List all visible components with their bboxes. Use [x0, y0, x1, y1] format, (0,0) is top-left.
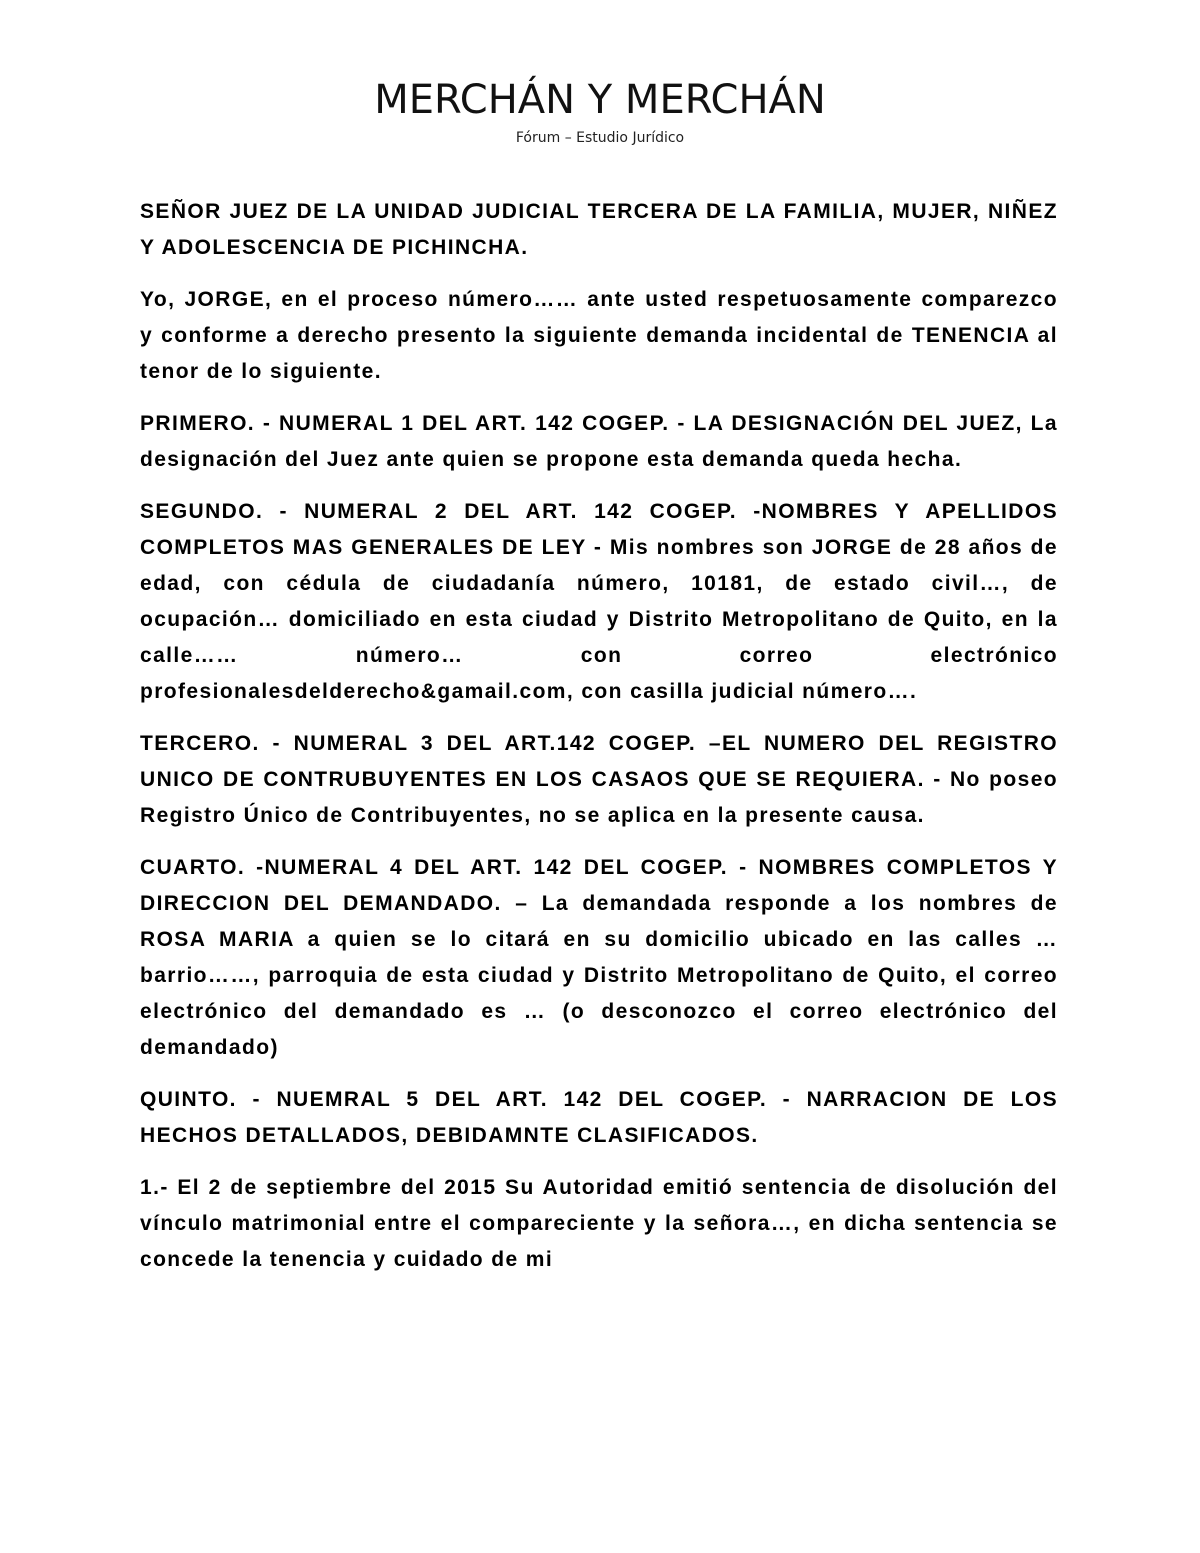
- letterhead-subtitle: Fórum – Estudio Jurídico: [515, 130, 685, 146]
- addressee-paragraph: SEÑOR JUEZ DE LA UNIDAD JUDICIAL TERCERA DE LA FAMILIA, MUJER, NIÑEZ Y ADOLESCENCIA DE PICHINCHA.: [140, 200, 1058, 259]
- cuarto-paragraph: CUARTO. -NUMERAL 4 DEL ART. 142 DEL COGEP. - NOMBRES COMPLETOS Y DIRECCION DEL DEMANDADO. – La demandada responde a los nombres de ROSA MARIA a quien se lo citará en su domicilio ubicado en las calles …barrio……, parroquia de esta ciudad y Distrito Metropolitano de Quito, el correo electrónico del demandado es … (o desconozco el correo electrónico del demandado): [140, 856, 1058, 1059]
- segundo-paragraph: SEGUNDO. - NUMERAL 2 DEL ART. 142 COGEP. -NOMBRES Y APELLIDOS COMPLETOS MAS GENERALES DE LEY - Mis nombres son JORGE de 28 años de edad, con cédula de ciudadanía número, 10181, de estado civil…, de ocupación… domiciliado en esta ciudad y Distrito Metropolitano de Quito, en la calle…… número… con correo electrónico profesionalesdelderecho&gamail.com, con casilla judicial número….: [140, 500, 1058, 703]
- letterhead-firm-name: MERCHÁN Y MERCHÁN: [374, 77, 826, 123]
- primero-paragraph: PRIMERO. - NUMERAL 1 DEL ART. 142 COGEP. - LA DESIGNACIÓN DEL JUEZ, La designación del Juez ante quien se propone esta demanda queda hecha.: [140, 412, 1058, 471]
- tercero-paragraph: TERCERO. - NUMERAL 3 DEL ART.142 COGEP. –EL NUMERO DEL REGISTRO UNICO DE CONTRUBUYENTES EN LOS CASAOS QUE SE REQUIERA. - No poseo Registro Único de Contribuyentes, no se aplica en la presente causa.: [140, 732, 1058, 827]
- fact-1-paragraph: 1.- El 2 de septiembre del 2015 Su Autoridad emitió sentencia de disolución del vínculo matrimonial entre el compareciente y la señora…, en dicha sentencia se concede la tenencia y cuidado de mi: [140, 1176, 1058, 1271]
- document-body: [140, 194, 1058, 1294]
- introduction-paragraph: Yo, JORGE, en el proceso número…… ante usted respetuosamente comparezco y conforme a derecho presento la siguiente demanda incidental de TENENCIA al tenor de lo siguiente.: [140, 288, 1058, 383]
- quinto-paragraph: QUINTO. - NUEMRAL 5 DEL ART. 142 DEL COGEP. - NARRACION DE LOS HECHOS DETALLADOS, DEBIDAMNTE CLASIFICADOS.: [140, 1088, 1058, 1147]
